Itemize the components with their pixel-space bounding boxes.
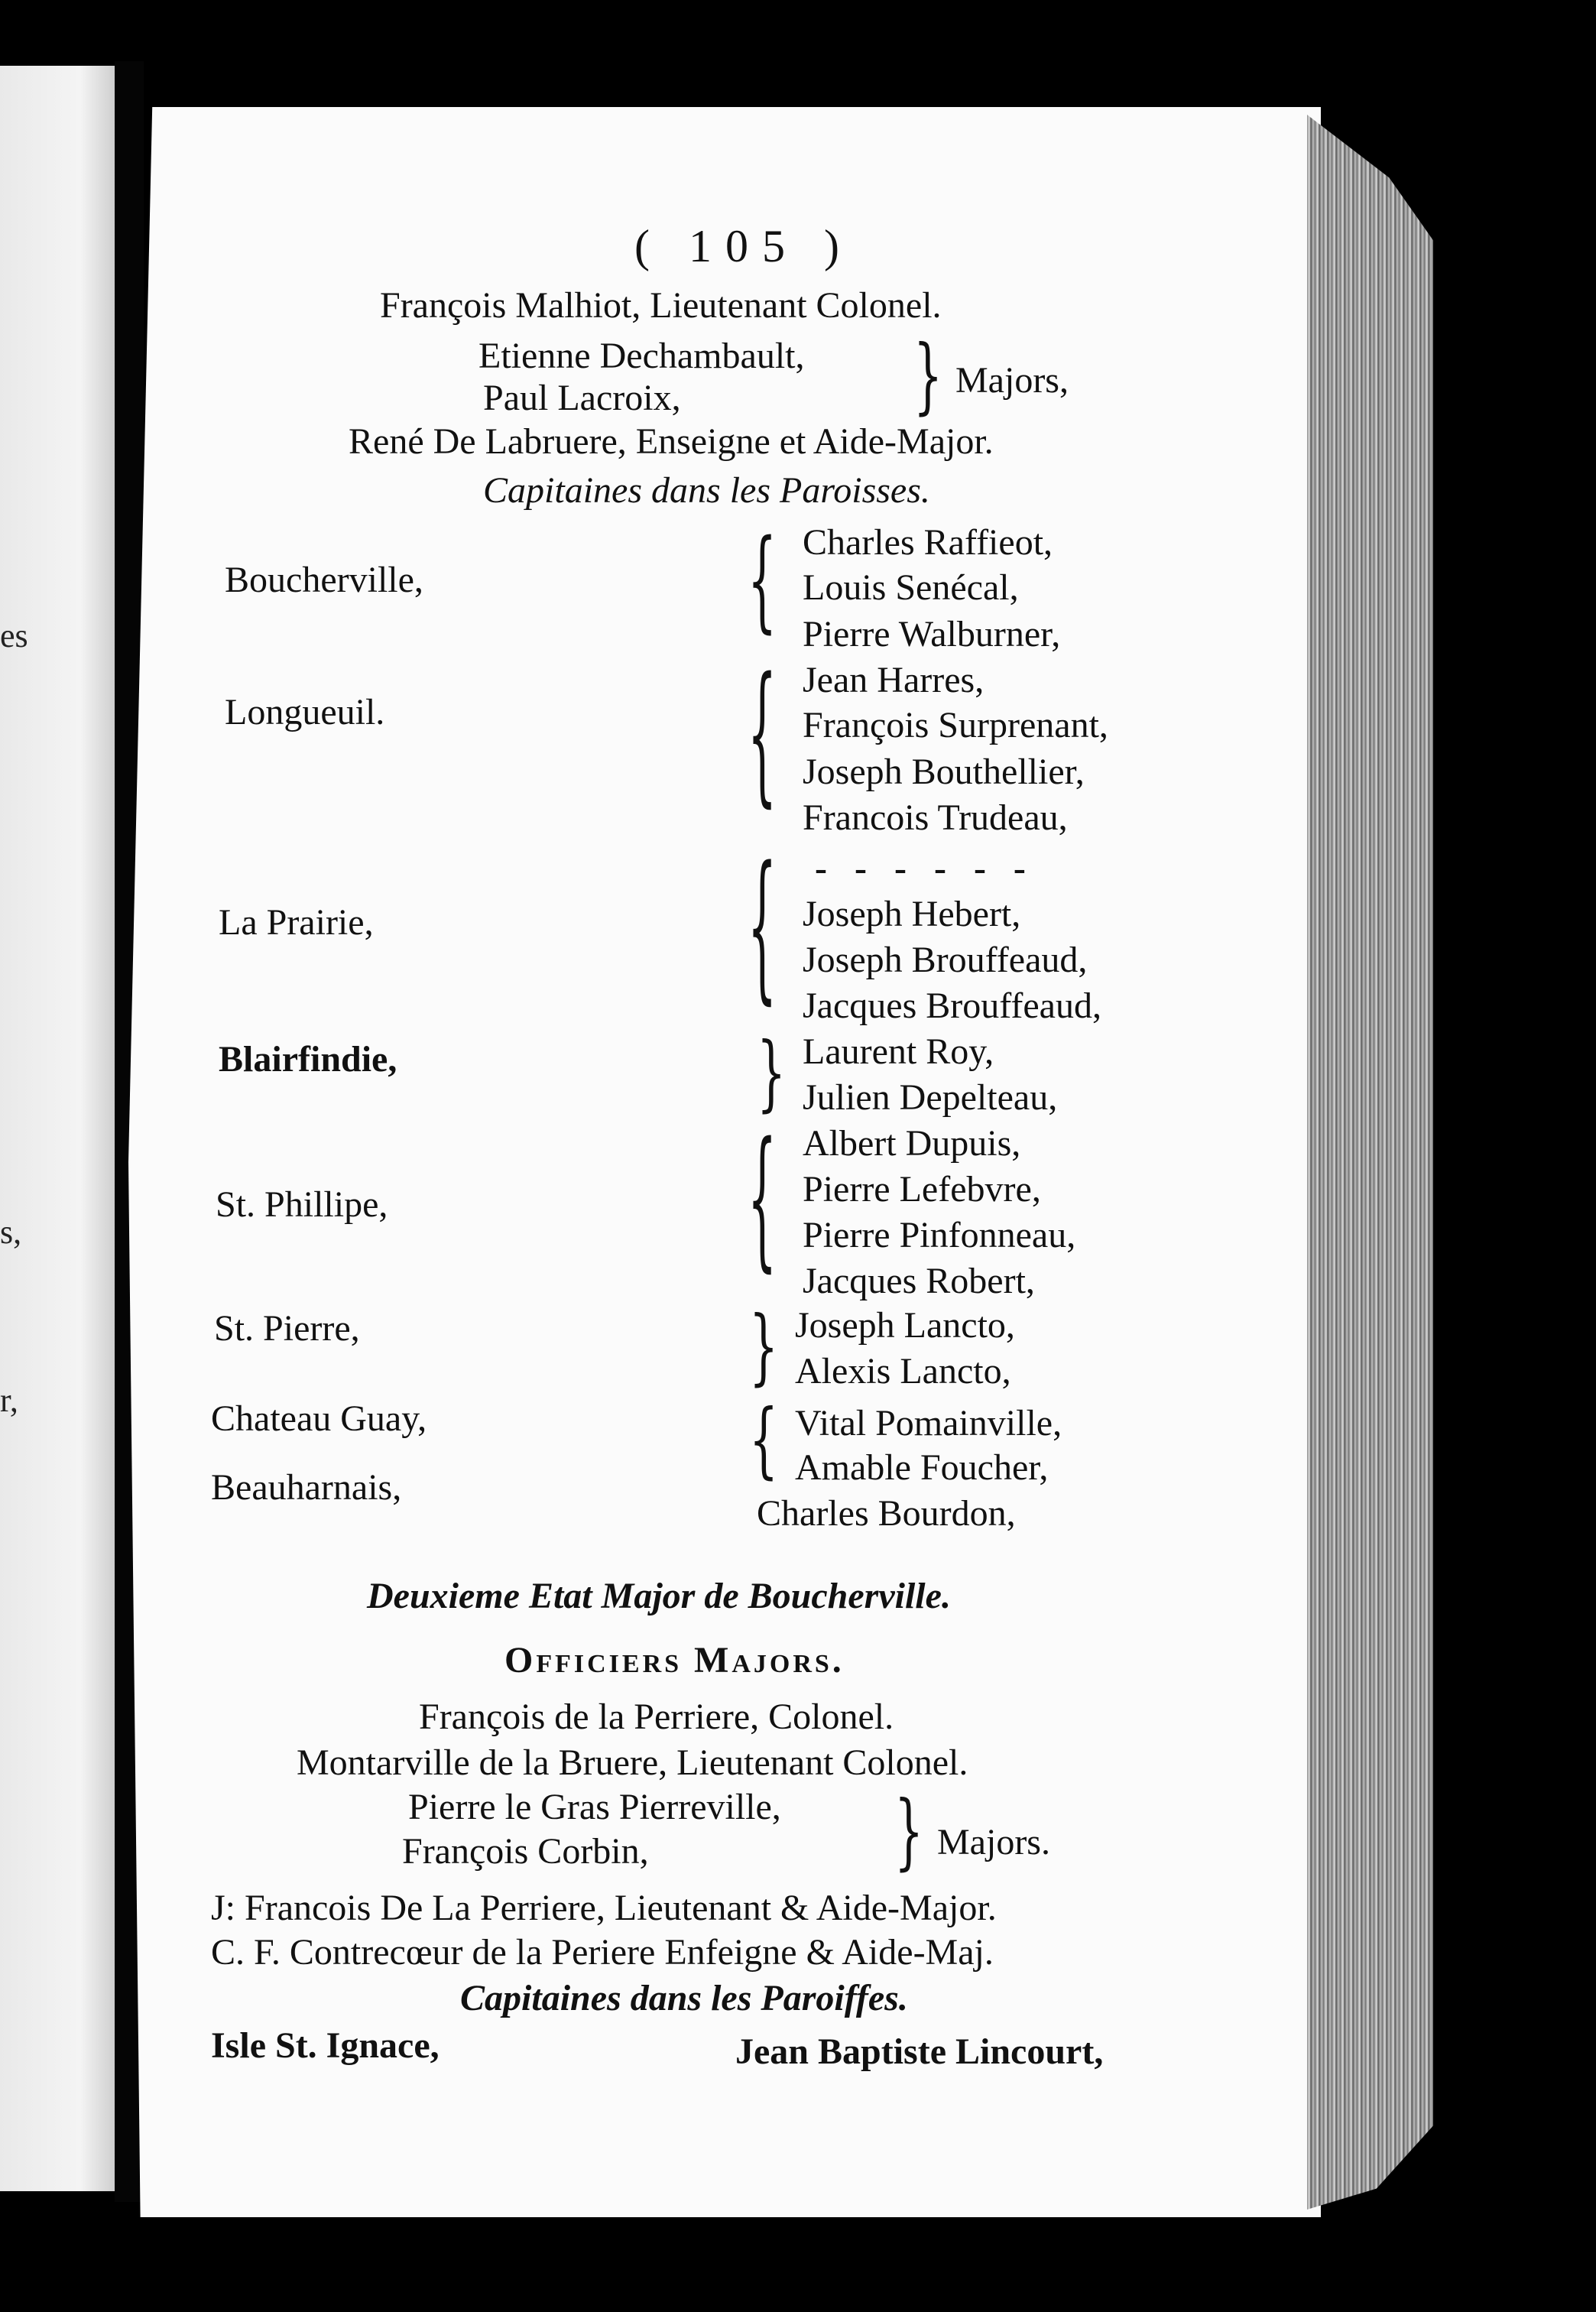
captain-placeholder: - - - - - -	[815, 848, 1035, 888]
majors-label: Majors,	[955, 360, 1069, 401]
parish-name: St. Phillipe,	[216, 1184, 388, 1225]
brace-icon: {	[748, 1111, 777, 1288]
brace-icon: {	[748, 833, 777, 1021]
aide-major-line: C. F. Contrecœur de la Periere Enfeigne & Aide-Maj.	[211, 1932, 994, 1973]
brace-icon: {	[749, 1392, 779, 1489]
captain-name: Louis Senécal,	[803, 567, 1019, 608]
captain-name: Laurent Roy,	[803, 1031, 994, 1072]
major-name: François Corbin,	[402, 1831, 649, 1872]
brace-icon: }	[894, 1784, 924, 1880]
captain-name: Pierre Lefebvre,	[803, 1169, 1041, 1210]
aide-major-line: J: Francois De La Perriere, Lieutenant & Aide-Major.	[211, 1888, 997, 1928]
colonel-line: François de la Perriere, Colonel.	[419, 1697, 894, 1737]
parish-name: St. Pierre,	[214, 1308, 360, 1349]
captain-name: Francois Trudeau,	[803, 797, 1068, 838]
captain-name: Charles Raffieot,	[803, 522, 1053, 563]
captain-name: Jean Harres,	[803, 660, 985, 700]
majors-label: Majors.	[937, 1822, 1050, 1862]
captain-name: Jean Baptiste Lincourt,	[735, 2031, 1104, 2072]
parish-name: Chateau Guay,	[211, 1398, 427, 1439]
captains-heading: Capitaines dans les Paroiffes.	[460, 1978, 908, 2018]
left-page-edge	[0, 66, 115, 2191]
page-number: ( 105 )	[634, 221, 853, 271]
parish-name: Beauharnais,	[211, 1467, 402, 1508]
captain-name: Jacques Robert,	[803, 1261, 1035, 1301]
lieutenant-colonel-line: François Malhiot, Lieutenant Colonel.	[380, 285, 942, 326]
parish-name: Boucherville,	[225, 560, 423, 600]
lieutenant-colonel-line: Montarville de la Bruere, Lieutenant Colonel.	[297, 1742, 968, 1783]
captain-name: Amable Foucher,	[795, 1447, 1049, 1488]
captain-name: Joseph Bouthellier,	[803, 752, 1085, 792]
captain-name: François Surprenant,	[803, 705, 1108, 745]
page-stack-edge	[1307, 115, 1433, 2210]
brace-icon: {	[748, 517, 777, 645]
captain-name: Alexis Lancto,	[795, 1351, 1011, 1391]
left-page-fragment: s,	[0, 1213, 22, 1251]
captain-name: Joseph Hebert,	[803, 894, 1021, 934]
parish-name: La Prairie,	[219, 902, 374, 943]
captain-name: Vital Pomainville,	[795, 1403, 1062, 1443]
major-name: Paul Lacroix,	[483, 378, 681, 418]
captain-name: Albert Dupuis,	[803, 1123, 1021, 1164]
brace-icon: }	[749, 1299, 779, 1395]
brace-icon: }	[757, 1025, 787, 1122]
section-title: Deuxieme Etat Major de Boucherville.	[367, 1576, 951, 1616]
major-name: Etienne Dechambault,	[478, 336, 805, 376]
officers-heading: Officiers Majors.	[504, 1640, 845, 1680]
captain-name: Joseph Lancto,	[795, 1305, 1015, 1346]
parish-name: Isle St. Ignace,	[211, 2025, 440, 2066]
captain-name: Jacques Brouffeaud,	[803, 986, 1101, 1026]
parish-name: Blairfindie,	[219, 1039, 397, 1080]
captain-name: Julien Depelteau,	[803, 1077, 1058, 1118]
aide-major-line: René De Labruere, Enseigne et Aide-Major.	[349, 421, 994, 462]
major-name: Pierre le Gras Pierreville,	[408, 1787, 781, 1827]
captain-name: Pierre Pinfonneau,	[803, 1215, 1076, 1255]
captain-name: Pierre Walburner,	[803, 614, 1061, 654]
brace-icon: }	[913, 328, 943, 424]
captain-name: Joseph Brouffeaud,	[803, 940, 1088, 980]
captains-heading: Capitaines dans les Paroisses.	[483, 470, 930, 511]
captain-name: Charles Bourdon,	[757, 1493, 1016, 1534]
brace-icon: {	[748, 646, 777, 823]
left-page-fragment: es	[0, 617, 28, 654]
parish-name: Longueuil.	[225, 692, 385, 732]
left-page-fragment: r,	[0, 1382, 18, 1419]
